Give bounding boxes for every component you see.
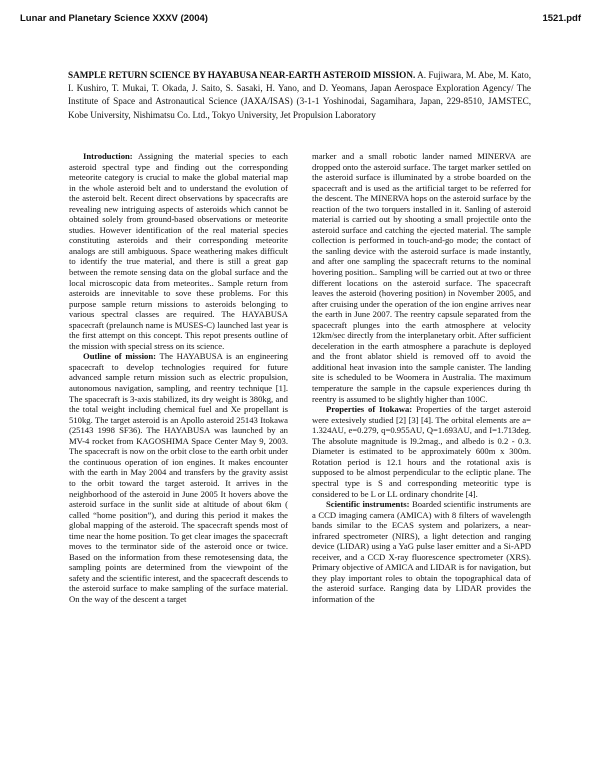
- intro-text: Assigning the material species to each asteroid spectral type and finding out the corresponding meteorite category is crucial to make the global material map in the whole asteroid belt and to understand the evolution of the asteroid belt. Recent direct observations by spacecrafts are revealing new intriguing aspects of asteroids which cannot be obtained solely from ground-based observations or meteorite studies. However identification of the real material species constituting asteroids and their corresponding meteorite analogs are still ambiguous. Space weathering makes difficult to identify the true material, and there is still a great gap between the remote sensing data on the global surface and the local microscopic data from meteorites.. Sample return from asteroids are innevitable to sove these problems. For this purpose sample return missions to asteroids belonging to various spectral classes are required. The HAYABUSA spacecraft (prelaunch name is MUSES-C) launched last year is the first attempt on this concept. This repot presents outline of the mission with special stress on its science.: [69, 151, 288, 351]
- outline-text-right: marker and a small robotic lander named MINERVA are dropped onto the asteroid surface. The target marker settled on the asteroid surface is illuminated by a strobe boarded on the spacecraft and is used as the artificial target to be referred for the descent. The MINERVA hops on the asteroid surface by the reaction of the two torquers installed in it. Sanling of asteroid material is carried out by shooting a small projectile onto the asteroid surface and catching the ejected material. The sample collection is performed in touch-and-go mode; the contact of the sanling device with the asteroid surface is made instantly, and after one sampling the spacecraft returns to the nominal hovering position.. Sampling will be carried out at two or three different locations on the asteroid surface. The spacecraft leaves the asteroid (hovering position) in November 2005, and after cruising under the operation of the ion engine arrives near the earth in June 2007. The reentry capsule separated from the spacecraft plunges into the earth atmosphere at velocity 12km/sec directly from the interplanetary orbit. After sufficient deceleration in the earth atmosphere a parachute is deployed and the front ablator shield is removed off to avoid the additional heat invasion into the sample canister. The landing site is scheduled to be Woomera in Australia. The maximum temperature the sample in the capsule experiences during th reentry is assumed to be slightly higher than 100C.: [312, 151, 531, 404]
- journal-header: Lunar and Planetary Science XXXV (2004): [20, 13, 208, 24]
- outline-heading: Outline of mission:: [83, 351, 157, 362]
- itokawa-heading: Properties of Itokawa:: [326, 404, 413, 415]
- outline-continued: [312, 151, 531, 404]
- outline-text-left: The HAYABUSA is an engineering spacecraft to develop technologies required for future advanced sample return mission such as electric propulsion, autonomous navigation, sampling, and reentry technique [1]. The spacecraft is 3-axis stabilized, its dry weight is 380kg, and the total weight including chemical fuel and Xe propellant is 510kg. The target asteroid is an Apollo asteroid 25143 Itokawa (25143 1998 SF36). The HAYABUSA was launched by an MV-4 rocket from KAGOSHIMA Space Center May 9, 2003. The spacecraft is now on the orbit close to the earth orbit under the continuous operation of ion engines. It makes encounter with the earth in May 2004 and transfers by the gravity assist to the orbit toward the target asteroid. It arrives in the neighborhood of the asteroid in June 2005 It hovers above the asteroid surface in the sunlit side at altitude of about 6km ( called “home position”), and during this period it makes the global mapping of the asteroid. The spacecraft spends most of time near the home position. To get clear images the spacecraft moves to the terminator side of the asteroid once or twice. Based on the information from these remotesensing data, the sampling points are determined from the viewpoint of the safety and the scientific interest, and the spacecraft descends to the asteroid surface to make sampling of the surface material. On the way of the descent a target: [69, 351, 288, 604]
- outline-paragraph: [69, 351, 288, 604]
- left-column: [69, 151, 288, 605]
- intro-paragraph: [69, 151, 288, 351]
- instruments-paragraph: [312, 499, 531, 604]
- itokawa-paragraph: [312, 404, 531, 499]
- paper-title: SAMPLE RETURN SCIENCE BY HAYABUSA NEAR-EARTH ASTEROID MISSION.: [68, 70, 416, 80]
- instruments-heading: Scientific instruments:: [326, 499, 410, 510]
- instruments-text: Boarded scientific instruments are a CCD imaging camera (AMICA) with 8 filters of wavelength bands similar to the ECAS system and polarizers, a near-infrared spectrometer (NIRS), a light detection and ranging device (LIDAR) using a YaG pulse laser emitter and a Si-APD receiver, and a CCD X-ray fluorescence spectrometer (XRS). Primary objective of AMICA and LIDAR is for navigation, but they play important roles to obtain the topographical data of the asteroid surface. Ranging data by LIDAR provides the information of the: [312, 499, 531, 604]
- title-block: [68, 69, 531, 122]
- authors-affiliations: A. Fujiwara, M. Abe, M. Kato, I. Kushiro, T. Mukai, T. Okada, J. Saito, S. Sasaki, H. Yano, and D. Yeomans, Japan Aerospace Exploration Agency/ The Institute of Space and Astronautical Science (JAXA/ISAS) (3-1-1 Yoshinodai, Sagamihara, Japan, 229-8510, JAMSTEC, Kobe University, Nishimatsu Co. Ltd., Tokyo University, Jet Propulsion Laboratory: [68, 70, 531, 120]
- intro-heading: Introduction:: [83, 151, 133, 161]
- page-id: 1521.pdf: [542, 13, 581, 24]
- itokawa-text: Properties of the target asteroid were extesively studied [2] [3] [4]. The orbital elements are a= 1.324AU, e=0.279, q=0.955AU, Q=1.693AU, and I=1.713deg. The absolute magnitude is l9.2mag., and albedo is 0.2 - 0.3. Diameter is estimated to be approximately 600m x 300m. Rotation period is 12.1 hours and the rotational axis is supposed to be almost perpendicular to the ecliptic plane. The spectral type is S and corresponding meteoritic type is considered to be L or LL ordinary chondrite [4].: [312, 404, 531, 499]
- right-column: [312, 151, 531, 605]
